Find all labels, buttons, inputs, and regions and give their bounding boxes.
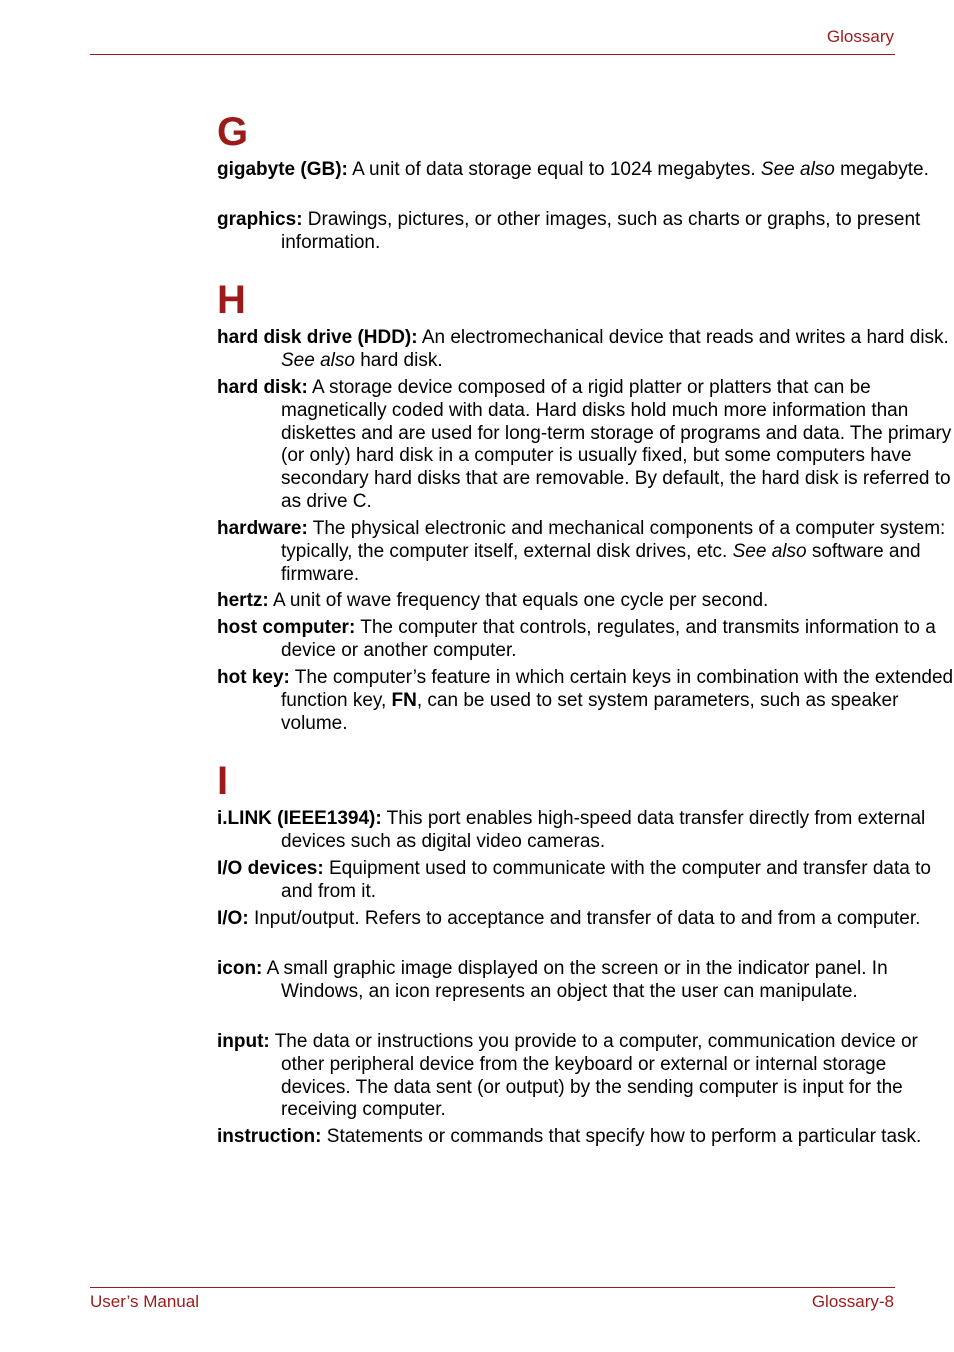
glossary-entry-input [217, 1031, 954, 1122]
entry-term: host computer: [217, 617, 356, 638]
entry-text: An electromechanical device that reads and writes a hard disk. [417, 327, 949, 348]
entry-text: Equipment used to communicate with the computer and transfer data to and from it. [281, 858, 931, 902]
entry-text: hard disk. [354, 349, 443, 371]
entry-term: hot key: [217, 667, 290, 688]
entry-text: A small graphic image displayed on the screen or in the indicator panel. In Windows, an icon represents an object that the user can manipulate. [262, 958, 888, 1002]
entry-text: Statements or commands that specify how to perform a particular task. [321, 1126, 922, 1147]
footer-manual-title: User’s Manual [90, 1292, 199, 1311]
page-header-title: Glossary [826, 27, 894, 46]
glossary-entry-graphics [217, 209, 954, 255]
entry-text: Input/output. Refers to acceptance and transfer of data to and from a computer. [248, 908, 921, 929]
entry-term: hardware: [217, 518, 308, 539]
entry-term: hertz: [217, 590, 269, 611]
fn-key-text: FN [391, 689, 417, 711]
see-also-text: See also [281, 349, 355, 371]
glossary-entry-host-computer [217, 617, 954, 663]
see-also-text: See also [760, 159, 835, 180]
entry-text: The physical electronic and mechanical components of a computer system: typically, the computer itself, external disk drives, etc. [281, 518, 946, 562]
entry-text: megabyte. [834, 159, 929, 180]
glossary-entry-instruction [217, 1126, 954, 1149]
entry-term: i.LINK (IEEE1394): [217, 808, 382, 829]
entry-text: A unit of wave frequency that equals one cycle per second. [268, 590, 769, 611]
entry-text: Drawings, pictures, or other images, such as charts or graphs, to present information. [281, 209, 921, 253]
glossary-entry-hertz [217, 590, 954, 613]
entry-text: The computer’s feature in which certain keys in combination with the extended function key, [281, 667, 954, 711]
footer-rule [90, 1287, 895, 1288]
entry-term: instruction: [217, 1126, 322, 1147]
header-rule [90, 54, 895, 55]
glossary-entry-gigabyte [217, 159, 954, 182]
glossary-entry-icon [217, 958, 954, 1004]
entry-term: graphics: [217, 209, 303, 230]
entry-term: hard disk: [217, 377, 308, 398]
entry-text: software and firmware. [281, 540, 921, 585]
entry-text: , can be used to set system parameters, such as speaker volume. [281, 689, 899, 734]
entry-term: I/O devices: [217, 858, 324, 879]
entry-text: The data or instructions you provide to a computer, communication device or other peripheral device from the keyboard or external or internal storage devices. The data sent (or output) by the sending computer is input for the receiving computer. [269, 1031, 918, 1121]
see-also-text: See also [732, 540, 807, 562]
section-letter-i: I [217, 759, 229, 803]
entry-text: The computer that controls, regulates, and transmits information to a device or another computer. [281, 617, 936, 661]
entry-text: A storage device composed of a rigid platter or platters that can be magnetically coded with data. Hard disks hold much more information than diskettes and are used for long-term storage of programs and data. The primary (or only) hard disk in a computer is usually fixed, but some computers have secondary hard disks that are removable. By default, the hard disk is referred to as drive C. [281, 377, 952, 512]
entry-term: icon: [217, 958, 263, 979]
glossary-entry-hardware [217, 518, 954, 586]
entry-term: input: [217, 1031, 270, 1052]
glossary-entry-io-devices [217, 858, 954, 904]
entry-term: gigabyte (GB): [217, 159, 348, 180]
section-letter-h: H [217, 278, 246, 322]
section-letter-g: G [217, 110, 249, 154]
glossary-entry-hot-key [217, 667, 954, 735]
glossary-entry-hard-disk-drive [217, 327, 954, 373]
glossary-entry-ilink [217, 808, 954, 854]
entry-term: I/O: [217, 908, 249, 929]
entry-text: A unit of data storage equal to 1024 megabytes. [347, 159, 761, 180]
glossary-entry-io [217, 908, 954, 931]
entry-term: hard disk drive (HDD): [217, 327, 418, 348]
glossary-entry-hard-disk [217, 377, 954, 514]
footer-page-number: Glossary-8 [811, 1292, 894, 1311]
entry-text: This port enables high-speed data transfer directly from external devices such as digital video cameras. [281, 808, 926, 852]
